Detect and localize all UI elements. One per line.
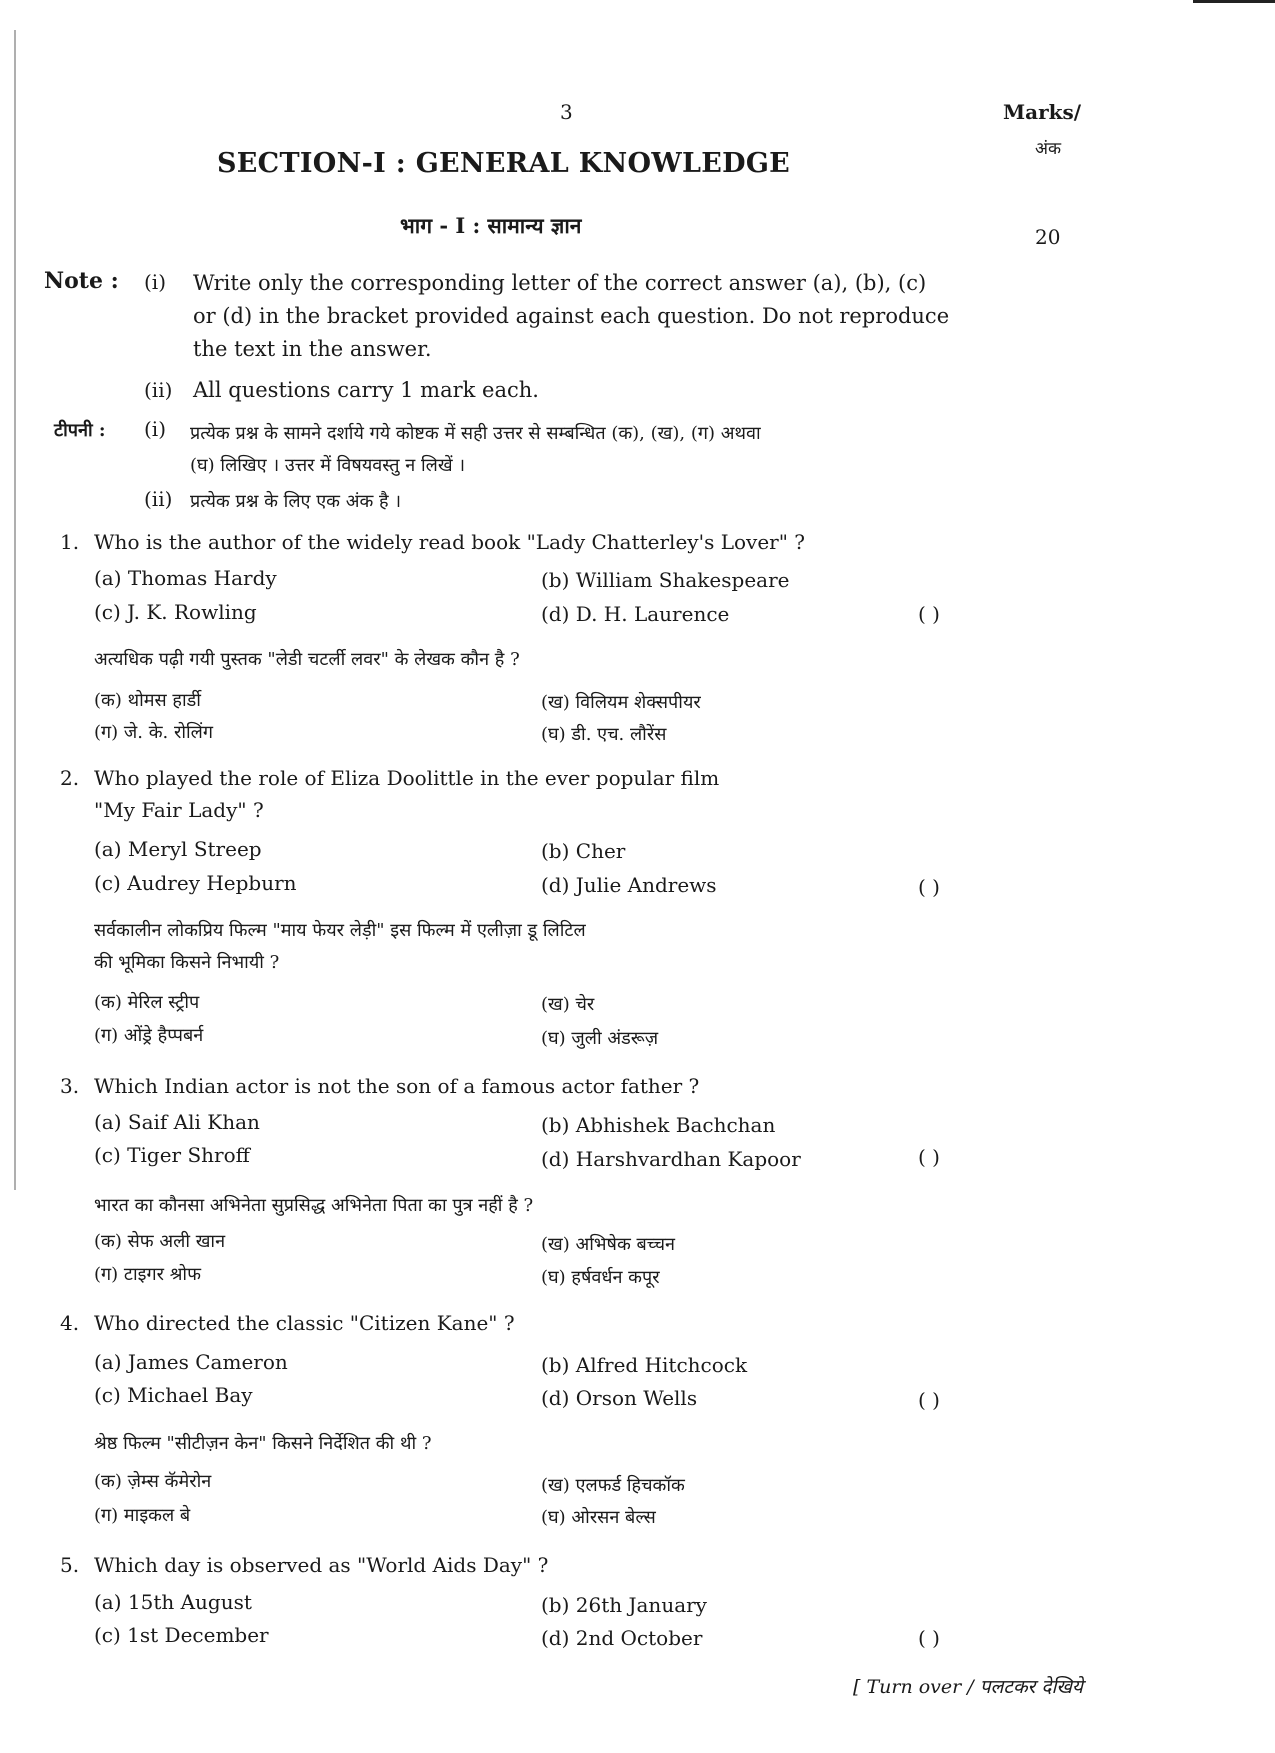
option-kha: (ख) एलफर्ड हिचकॉक — [541, 1475, 685, 1496]
option-b: (b) Cher — [541, 839, 626, 863]
note-label-hindi: टीपनी : — [54, 420, 106, 441]
question-text: Who is the author of the widely read book "Lady Chatterley's Lover" ? — [94, 530, 805, 554]
option-ka: (क) मेरिल स्ट्रीप — [94, 992, 200, 1013]
turn-over-note: [ Turn over / पलटकर देखिये — [853, 1676, 1083, 1698]
page-number: 3 — [560, 100, 573, 124]
question-text-hindi: अत्यधिक पढ़ी गयी पुस्तक "लेडी चटर्ली लवर" के लेखक कौन है ? — [94, 649, 520, 670]
option-a: (a) Thomas Hardy — [94, 566, 277, 590]
option-ga: (ग) माइकल बे — [94, 1505, 191, 1526]
section-marks: 20 — [1035, 225, 1061, 249]
option-c: (c) Audrey Hepburn — [94, 871, 297, 895]
option-gha: (घ) जुली अंडरूज़ — [541, 1028, 659, 1049]
question-number: 3. — [60, 1074, 80, 1098]
option-c: (c) Michael Bay — [94, 1383, 253, 1407]
marks-heading-hindi: अंक — [1035, 139, 1062, 159]
note-item-text-hindi: प्रत्येक प्रश्न के लिए एक अंक है । — [190, 491, 402, 512]
option-ka: (क) सेफ अली खान — [94, 1231, 226, 1252]
option-ga: (ग) टाइगर श्रोफ — [94, 1264, 201, 1285]
note-item-number-hindi: (i) — [144, 417, 167, 441]
option-kha: (ख) अभिषेक बच्चन — [541, 1234, 675, 1255]
answer-bracket: ( ) — [918, 602, 940, 626]
option-d: (d) 2nd October — [541, 1626, 703, 1650]
note-item-text: All questions carry 1 mark each. — [193, 378, 539, 402]
option-ga: (ग) ओंड्रे हैप्पबर्न — [94, 1025, 204, 1046]
question-text: Who directed the classic "Citizen Kane" ? — [94, 1311, 515, 1335]
note-label: Note : — [44, 268, 119, 294]
option-c: (c) J. K. Rowling — [94, 600, 257, 624]
option-gha: (घ) डी. एच. लौरेंस — [541, 724, 667, 745]
option-d: (d) Orson Wells — [541, 1386, 698, 1410]
option-kha: (ख) चेर — [541, 994, 595, 1015]
option-a: (a) James Cameron — [94, 1350, 288, 1374]
note-item-number: (i) — [144, 270, 167, 294]
question-number: 1. — [60, 530, 80, 554]
marks-heading: Marks/ — [1003, 100, 1082, 124]
question-text: Which Indian actor is not the son of a famous actor father ? — [94, 1074, 700, 1098]
option-gha: (घ) हर्षवर्धन कपूर — [541, 1267, 660, 1288]
corner-mark — [1193, 0, 1275, 3]
option-c: (c) Tiger Shroff — [94, 1143, 250, 1167]
option-gha: (घ) ओरसन बेल्स — [541, 1507, 656, 1528]
option-a: (a) Saif Ali Khan — [94, 1110, 260, 1134]
option-ka: (क) थोमस हार्डी — [94, 690, 201, 711]
question-number: 2. — [60, 766, 80, 790]
note-item-text-hindi: प्रत्येक प्रश्न के सामने दर्शाये गये कोष्टक में सही उत्तर से सम्बन्धित (क), (ख), (ग) अथवा (घ) लिखिए । उत्तर में विषयवस्तु न लिखें । — [190, 423, 761, 476]
question-text-hindi: सर्वकालीन लोकप्रिय फिल्म "माय फेयर लेड़ी" इस फिल्म में एलीज़ा डू लिटिल की भूमिका किसने निभायी ? — [94, 920, 586, 973]
note-item-text: Write only the corresponding letter of the correct answer (a), (b), (c) or (d) in the bracket provided against each question. Do not reproduce the text in the answer. — [193, 271, 950, 361]
note-item-number-hindi: (ii) — [144, 487, 173, 511]
question-number: 4. — [60, 1311, 80, 1335]
option-d: (d) Harshvardhan Kapoor — [541, 1147, 801, 1171]
answer-bracket: ( ) — [918, 1626, 940, 1650]
option-b: (b) Alfred Hitchcock — [541, 1353, 748, 1377]
question-number: 5. — [60, 1553, 80, 1577]
option-kha: (ख) विलियम शेक्सपीयर — [541, 692, 701, 713]
note-item-number: (ii) — [144, 378, 173, 402]
option-a: (a) 15th August — [94, 1590, 252, 1614]
question-text-hindi: श्रेष्ठ फिल्म "सीटीज़न केन" किसने निर्देशित की थी ? — [94, 1433, 432, 1454]
option-b: (b) Abhishek Bachchan — [541, 1113, 776, 1137]
answer-bracket: ( ) — [918, 1388, 940, 1412]
section-title: SECTION-I : GENERAL KNOWLEDGE — [217, 148, 791, 179]
option-a: (a) Meryl Streep — [94, 837, 262, 861]
option-ga: (ग) जे. के. रोलिंग — [94, 722, 213, 743]
answer-bracket: ( ) — [918, 875, 940, 899]
scan-edge-line — [14, 30, 16, 1190]
option-b: (b) William Shakespeare — [541, 568, 790, 592]
option-d: (d) Julie Andrews — [541, 873, 717, 897]
question-text: Which day is observed as "World Aids Day" ? — [94, 1553, 549, 1577]
option-c: (c) 1st December — [94, 1623, 269, 1647]
question-text-hindi: भारत का कौनसा अभिनेता सुप्रसिद्ध अभिनेता पिता का पुत्र नहीं है ? — [94, 1195, 534, 1216]
section-title-hindi: भाग - I : सामान्य ज्ञान — [400, 213, 582, 238]
answer-bracket: ( ) — [918, 1145, 940, 1169]
option-b: (b) 26th January — [541, 1593, 707, 1617]
option-d: (d) D. H. Laurence — [541, 602, 730, 626]
option-ka: (क) ज़ेम्स कॅमेरोन — [94, 1471, 212, 1492]
question-text: Who played the role of Eliza Doolittle in the ever popular film "My Fair Lady" ? — [94, 766, 720, 822]
